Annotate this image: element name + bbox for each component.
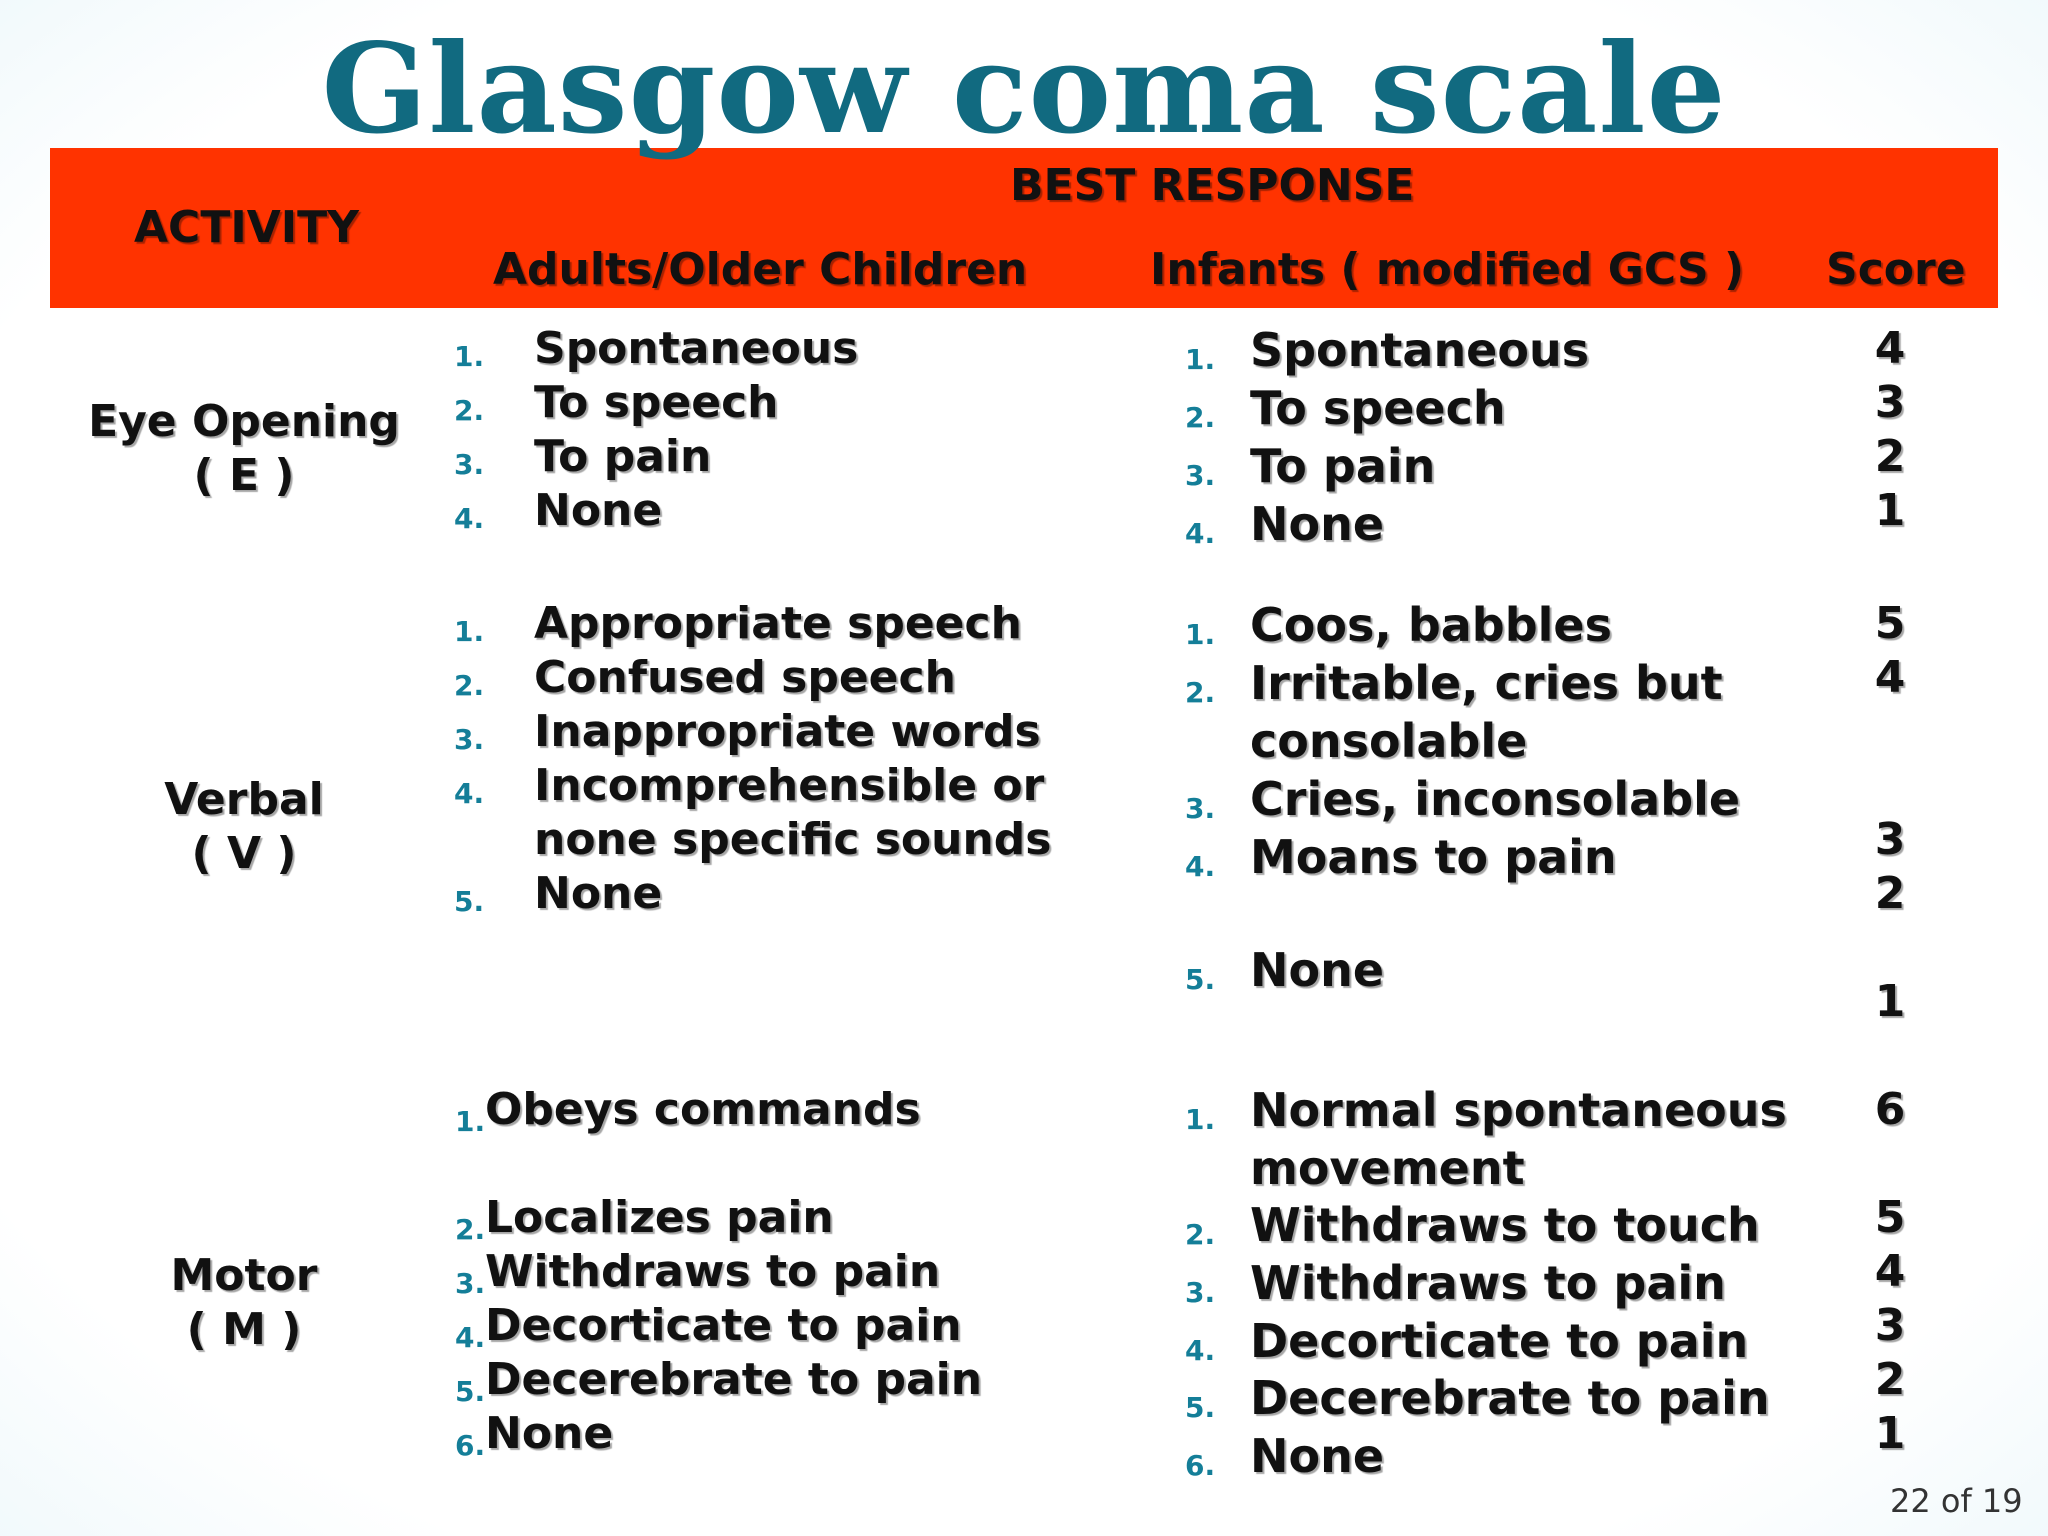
item-label: Inappropriate words (534, 706, 1041, 757)
motor-score: 3 (1874, 1300, 1906, 1351)
item-label: Localizes pain (485, 1192, 834, 1243)
motor-infant-item (1185, 1312, 1749, 1370)
item-number: 6. (1185, 1449, 1216, 1482)
verbal-infant-item-continued (1250, 712, 1527, 770)
item-label: None (1250, 943, 1385, 997)
verbal-adult-item (454, 759, 1045, 813)
motor-score: 5 (1874, 1192, 1906, 1243)
eye-adult-item (454, 484, 663, 538)
verbal-infant-item (1185, 596, 1613, 654)
verbal-infant-item (1185, 654, 1723, 712)
activity-verbal (44, 773, 444, 881)
item-number: 4. (454, 502, 485, 535)
motor-score: 4 (1874, 1246, 1906, 1297)
verbal-score: 3 (1874, 814, 1906, 865)
eye-score: 4 (1874, 323, 1906, 374)
item-label: Decerebrate to pain (485, 1354, 983, 1405)
item-number: 4. (1185, 517, 1216, 550)
item-number: 5. (454, 885, 485, 918)
motor-adult-item (455, 1353, 983, 1408)
activity-verbal-label: Verbal (164, 774, 324, 825)
eye-infant-item (1185, 437, 1436, 495)
verbal-score: 5 (1874, 598, 1906, 649)
eye-adult-item (454, 376, 779, 430)
header-best-response: BEST RESPONSE (1010, 160, 1415, 211)
item-number: 4. (454, 777, 485, 810)
item-label: Withdraws to touch (1250, 1198, 1760, 1252)
activity-motor (44, 1249, 444, 1357)
item-number: 5. (1185, 1391, 1216, 1424)
item-number: 5. (455, 1375, 486, 1408)
motor-score: 1 (1874, 1408, 1906, 1459)
eye-score: 2 (1874, 431, 1906, 482)
item-label: none specific sounds (534, 814, 1052, 865)
item-number: 1. (1185, 343, 1216, 376)
item-label: To speech (1250, 381, 1506, 435)
item-label: None (1250, 1429, 1385, 1483)
item-label: None (485, 1408, 614, 1459)
item-number: 4. (1185, 850, 1216, 883)
activity-motor-code: ( M ) (186, 1304, 302, 1355)
item-label: Cries, inconsolable (1250, 772, 1741, 826)
item-number: 1. (455, 1105, 486, 1138)
item-number: 2. (454, 394, 485, 427)
motor-infant-item (1185, 1081, 1787, 1139)
eye-adult-item (454, 322, 859, 376)
item-number: 2. (1185, 676, 1216, 709)
verbal-infant-item (1185, 770, 1741, 828)
item-number: 3. (454, 448, 485, 481)
motor-adult-item (455, 1299, 962, 1354)
eye-score: 3 (1874, 377, 1906, 428)
verbal-score: 4 (1874, 652, 1906, 703)
verbal-adult-item (454, 651, 956, 705)
item-number: 1. (1185, 618, 1216, 651)
eye-infant-item (1185, 321, 1590, 379)
item-label: None (534, 485, 663, 536)
item-number: 2. (1185, 1218, 1216, 1251)
verbal-score: 1 (1874, 976, 1906, 1027)
item-label: Decorticate to pain (1250, 1314, 1749, 1368)
motor-infant-item (1185, 1369, 1770, 1427)
eye-infant-item (1185, 379, 1506, 437)
item-label: consolable (1250, 714, 1528, 768)
activity-motor-label: Motor (170, 1250, 318, 1301)
motor-infant-item-continued (1250, 1139, 1525, 1197)
verbal-adult-item (454, 597, 1022, 651)
item-number: 3. (1185, 792, 1216, 825)
item-label: Decorticate to pain (485, 1300, 962, 1351)
motor-score: 2 (1874, 1354, 1906, 1405)
item-label: To pain (1250, 439, 1436, 493)
item-number: 3. (1185, 459, 1216, 492)
item-number: 3. (1185, 1276, 1216, 1309)
motor-infant-item (1185, 1254, 1726, 1312)
item-label: Obeys commands (485, 1084, 921, 1135)
motor-adult-item (455, 1083, 921, 1138)
item-number: 5. (1185, 963, 1216, 996)
item-number: 1. (1185, 1103, 1216, 1136)
verbal-infant-item (1185, 828, 1617, 886)
activity-eye-code: ( E ) (193, 450, 295, 501)
item-number: 3. (454, 723, 485, 756)
item-number: 4. (455, 1321, 486, 1354)
item-label: Withdraws to pain (485, 1246, 941, 1297)
motor-infant-item (1185, 1427, 1385, 1485)
header-adults: Adults/Older Children (493, 244, 1028, 295)
item-number: 6. (455, 1429, 486, 1462)
item-label: None (1250, 497, 1385, 551)
item-label: Withdraws to pain (1250, 1256, 1726, 1310)
item-label: Incomprehensible or (534, 760, 1045, 811)
motor-adult-item (455, 1191, 834, 1246)
motor-infant-item (1185, 1196, 1760, 1254)
activity-eye-opening (44, 395, 444, 503)
item-label: None (534, 868, 663, 919)
item-label: Decerebrate to pain (1250, 1371, 1770, 1425)
item-number: 1. (454, 340, 485, 373)
item-number: 4. (1185, 1334, 1216, 1367)
verbal-adult-item (454, 867, 663, 921)
item-label: Appropriate speech (534, 598, 1022, 649)
item-label: movement (1250, 1141, 1525, 1195)
motor-adult-item (455, 1245, 941, 1300)
header-score: Score (1826, 244, 1966, 295)
item-label: Spontaneous (1250, 323, 1590, 377)
verbal-adult-item (454, 705, 1041, 759)
verbal-infant-item (1185, 941, 1385, 999)
eye-adult-item (454, 430, 712, 484)
header-activity: ACTIVITY (134, 202, 360, 253)
motor-adult-item (455, 1407, 614, 1462)
item-label: To pain (534, 431, 712, 482)
eye-score: 1 (1874, 485, 1906, 536)
item-number: 2. (455, 1213, 486, 1246)
header-infants: Infants ( modified GCS ) (1150, 244, 1745, 295)
item-number: 2. (454, 669, 485, 702)
item-number: 1. (454, 615, 485, 648)
verbal-score: 2 (1874, 868, 1906, 919)
item-number: 2. (1185, 401, 1216, 434)
eye-infant-item (1185, 495, 1385, 553)
activity-verbal-code: ( V ) (191, 828, 297, 879)
page-number: 22 of 19 (1890, 1482, 2023, 1520)
verbal-adult-item-continued (534, 813, 1052, 867)
item-label: Irritable, cries but (1250, 656, 1723, 710)
item-label: To speech (534, 377, 779, 428)
item-label: Confused speech (534, 652, 956, 703)
item-label: Normal spontaneous (1250, 1083, 1787, 1137)
motor-score: 6 (1874, 1084, 1906, 1135)
item-label: Coos, babbles (1250, 598, 1613, 652)
item-number: 3. (455, 1267, 486, 1300)
slide-title: Glasgow coma scale (321, 17, 1727, 162)
activity-eye-label: Eye Opening (88, 396, 400, 447)
item-label: Moans to pain (1250, 830, 1617, 884)
item-label: Spontaneous (534, 323, 859, 374)
